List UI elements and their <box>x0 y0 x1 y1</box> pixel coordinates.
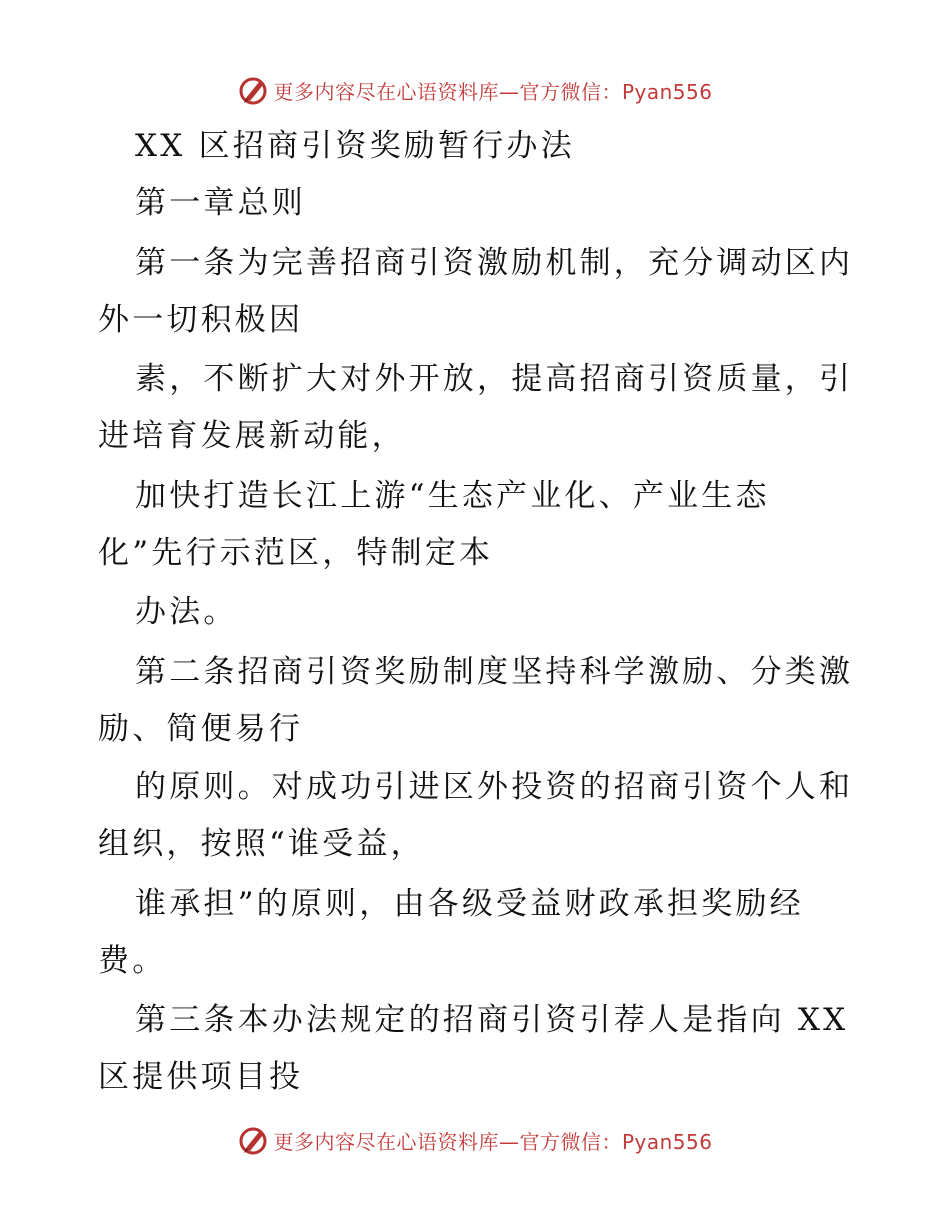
text-line: 加快打造长江上游“生态产业化、产业生态 <box>135 478 770 514</box>
chapter-heading: 第一章总则 <box>135 185 306 221</box>
pen-logo-icon <box>237 74 269 106</box>
text-line: 第三条本办法规定的招商引资引荐人是指向 XX <box>135 1002 849 1038</box>
text-line: 进培育发展新动能， <box>98 418 406 454</box>
text-line: 费。 <box>98 943 167 979</box>
text-line: 素，不断扩大对外开放，提高招商引资质量，引 <box>135 361 854 397</box>
pen-logo-icon <box>237 1124 269 1156</box>
text-line: 区提供项目投 <box>98 1059 304 1095</box>
text-line: 励、简便易行 <box>98 711 304 747</box>
text-line: 第二条招商引资奖励制度坚持科学激励、分类激 <box>135 654 854 690</box>
document-title: XX 区招商引资奖励暂行办法 <box>135 128 575 164</box>
header-watermark <box>0 70 950 110</box>
text-line: 谁承担”的原则，由各级受益财政承担奖励经 <box>135 886 804 922</box>
text-line: 组织，按照“谁受益， <box>98 826 425 862</box>
text-line: 第一条为完善招商引资激励机制，充分调动区内 <box>135 245 854 281</box>
text-line: 外一切积极因 <box>98 302 304 338</box>
watermark-text: 更多内容尽在心语资料库—官方微信：Pyan556 <box>273 1129 713 1154</box>
watermark-text: 更多内容尽在心语资料库—官方微信：Pyan556 <box>273 79 713 104</box>
text-line: 化”先行示范区，特制定本 <box>98 535 494 571</box>
text-line: 办法。 <box>135 594 238 630</box>
text-line: 的原则。对成功引进区外投资的招商引资个人和 <box>135 769 854 805</box>
footer-watermark <box>0 1120 950 1160</box>
